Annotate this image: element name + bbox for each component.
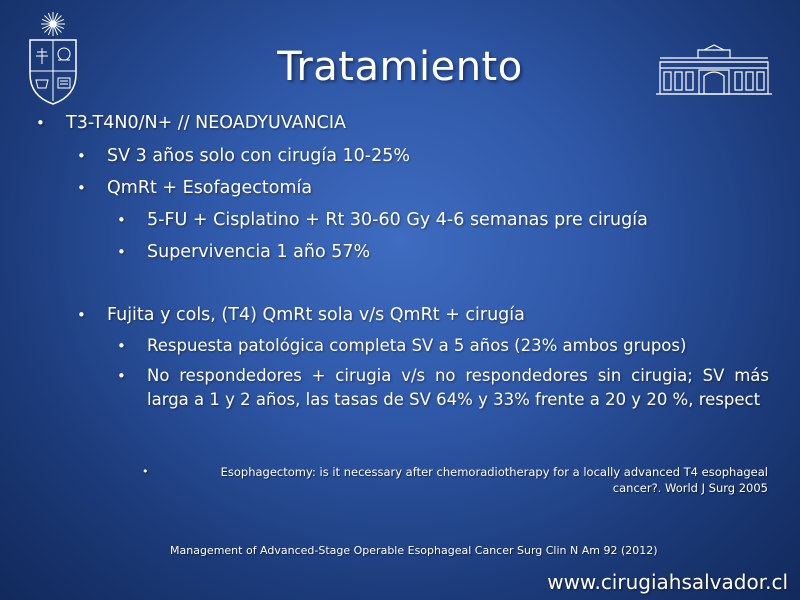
bullet-marker: •: [117, 367, 126, 385]
bullet-marker: •: [77, 306, 86, 324]
bullet-level4-citation: Esophagectomy: is it necessary after chemoradiotherapy for a locally advanced T4 esophageal cancer?. World J Surg 2005: [220, 465, 768, 495]
bullet-level3: Supervivencia 1 año 57%: [147, 242, 371, 262]
bullet-level3: Respuesta patológica completa SV a 5 años (23% ambos grupos): [147, 336, 687, 355]
bullet-level3-multiline: No respondedores + cirugia v/s no respondedores sin cirugia; SV más larga a 1 y 2 años, las tasas de SV 64% y 33% frente a 20 y 20 %, respect: [147, 366, 769, 409]
bullet-marker: •: [117, 211, 126, 229]
slide-reference: Management of Advanced-Stage Operable Esophageal Cancer Surg Clin N Am 92 (2012): [170, 544, 658, 557]
bullet-level1: T3-T4N0/N+ // NEOADYUVANCIA: [66, 113, 347, 133]
bullet-marker: •: [117, 243, 126, 261]
bullet-level2: Fujita y cols, (T4) QmRt sola v/s QmRt + cirugía: [107, 305, 525, 325]
bullet-marker: •: [117, 337, 126, 355]
bullet-level2: QmRt + Esofagectomía: [107, 178, 313, 198]
bullet-marker: •: [77, 147, 86, 165]
bullet-marker: •: [77, 179, 86, 197]
bullet-level2: SV 3 años solo con cirugía 10-25%: [107, 146, 410, 166]
slide-title: Tratamiento: [277, 44, 523, 90]
bullet-marker: •: [36, 114, 45, 132]
bullet-level3: 5-FU + Cisplatino + Rt 30-60 Gy 4-6 semanas pre cirugía: [147, 210, 648, 230]
website-url: www.cirugiahsalvador.cl: [547, 570, 788, 594]
bullet-marker: •: [142, 465, 149, 478]
